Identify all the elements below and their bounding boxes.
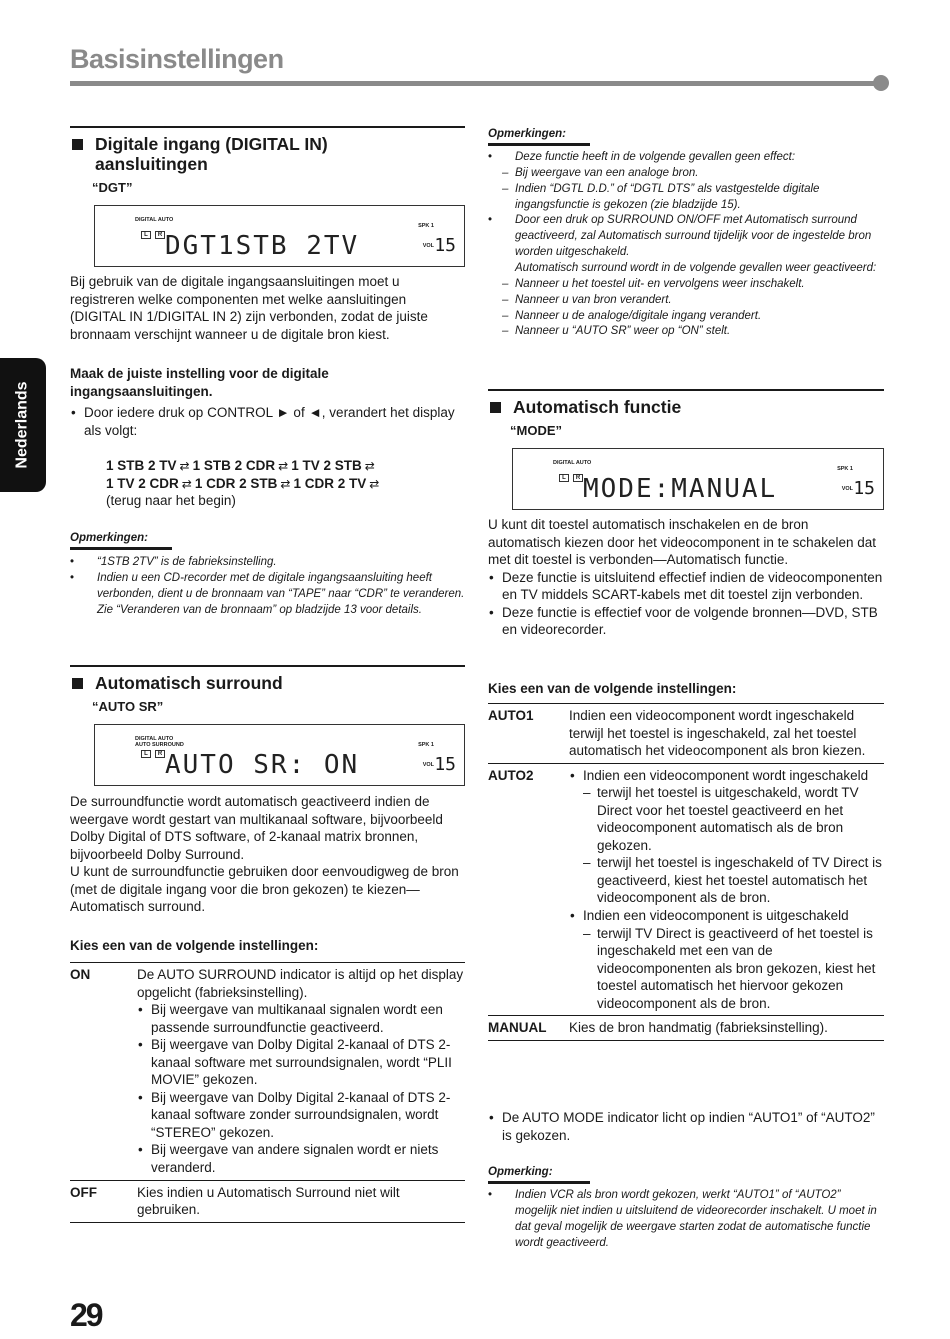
notes-digital-in	[70, 528, 465, 618]
table-row	[70, 1180, 465, 1222]
page-title: Basisinstellingen	[70, 44, 284, 74]
note-item: Zie “Veranderen van de bronnaam” op bladzijde 13 voor details.	[97, 603, 422, 616]
left-channel-icon: L	[559, 474, 569, 482]
table-row	[488, 1016, 884, 1041]
table-row	[70, 963, 465, 1181]
sequence-item: 1 TV 2 STB	[291, 458, 362, 473]
display-vol-label: VOL	[841, 486, 853, 493]
note-subitem: – Indien “DGTL D.D.” of “DGTL DTS” als vastgestelde digitale ingangsfunctie is gekozen (zie bladzijde 15).	[488, 182, 884, 214]
square-bullet-icon	[490, 402, 501, 413]
square-bullet-icon	[72, 678, 83, 689]
note-item: • Door een druk op SURROUND ON/OFF met Automatisch surround geactiveerd, zal Automatisch surround tijdelijk voor de ingestelde bron worden uitgeschakeld.	[488, 213, 884, 261]
paragraph: U kunt dit toestel automatisch inschakelen en de bron automatisch kiezen door het videocomponent in te schakelen dat met dit toestel is verbonden—Automatisch functie. • Deze functie is uitsluitend effectief indien de videocomponenten en TV middels SCART-kabels met dit toestel zijn verbonden. • Deze functie is effectief voor de volgende bronnen—DVD, STB en videorecorder.	[488, 516, 884, 639]
display-channel-indicators	[141, 750, 165, 758]
sequence-item: 1 CDR 2 TV	[293, 475, 367, 491]
display-speaker-indicator: SPK 1	[837, 466, 853, 473]
choose-heading: Kies een van de volgende instellingen:	[70, 938, 319, 953]
display-panel	[94, 724, 465, 786]
note-subitem: – Nanneer u de analoge/digitale ingang verandert.	[488, 309, 884, 325]
note-item: • Indien VCR als bron wordt gekozen, werkt “AUTO1” of “AUTO2” mogelijk niet indien u uitsluitend de videorecorder inschakelt. U moet in dat geval mogelijk de weergave starten zodat de automatische functie wordt geactiveerd.	[488, 1188, 884, 1251]
page-number: 29	[70, 1297, 102, 1333]
sequence-item: 1 STB 2 TV	[106, 458, 177, 473]
display-indicator: DIGITAL AUTO AUTO SURROUND	[135, 736, 184, 749]
section-heading	[488, 397, 884, 417]
display-indicator: DIGITAL AUTO	[135, 217, 174, 224]
setting-code: “DGT”	[92, 180, 133, 196]
option-desc: Indien een videocomponent wordt ingeschakeld terwijl het toestel is ingeschakeld, zal het toestel automatisch het videocomponent als bron kiezen.	[569, 708, 866, 759]
display-text: AUTO SR: ON	[165, 750, 360, 781]
heading-line: Digitale ingang (DIGITAL IN)	[95, 134, 328, 154]
section-heading	[70, 134, 465, 174]
bullet-item: • Indien een videocomponent wordt ingeschakeld	[569, 767, 884, 785]
sequence-item: 1 CDR 2 STB	[194, 475, 278, 491]
display-volume: 15	[853, 478, 875, 500]
section-digital-in	[70, 126, 465, 267]
sequence-back: (terug naar het begin)	[106, 493, 236, 509]
title-rule-dot	[873, 75, 889, 91]
right-channel-icon: R	[155, 750, 165, 758]
paragraph: De surroundfunctie wordt automatisch geactiveerd indien de weergave wordt gestart van multikanaal software, bijvoorbeeld Dolby Digital of DTS software, of 2-kanaal matrix bronnen, bijvoorbeeld Dolby Surround. U kunt de surroundfunctie gebruiken door eenvoudigweg de bron (met de digitale ingang voor die bron gekozen) te kiezen—Automatisch surround.	[70, 794, 459, 915]
setting-code: “AUTO SR”	[92, 699, 164, 715]
display-speaker-indicator: SPK 1	[418, 742, 434, 749]
swap-arrow-icon: ⇄	[181, 476, 192, 491]
note-subitem: – Bij weergave van een analoge bron.	[488, 166, 884, 182]
swap-arrow-icon: ⇄	[280, 476, 291, 491]
display-text: DGT1STB 2TV	[165, 231, 360, 262]
display-channel-indicators	[141, 231, 165, 239]
sub-item: – terwijl het toestel is uitgeschakeld, wordt TV Direct voor het toestel geactiveerd en het videocomponent automatisch als de bron gekozen.	[569, 784, 884, 854]
section-heading	[70, 673, 465, 693]
swap-arrow-icon: ⇄	[369, 476, 380, 491]
option-key: AUTO1	[488, 708, 534, 723]
note-auto-function	[488, 1162, 884, 1251]
display-vol-label: VOL	[422, 243, 434, 250]
square-bullet-icon	[72, 139, 83, 150]
left-channel-icon: L	[141, 750, 151, 758]
display-panel	[512, 448, 884, 510]
display-channel-indicators	[559, 474, 583, 482]
sequence-item: 1 TV 2 CDR	[106, 475, 179, 491]
bullet-item: • Indien een videocomponent is uitgeschakeld	[569, 907, 884, 925]
bullet-item: • Bij weergave van multikanaal signalen wordt een passende surroundfunctie geactiveerd.	[137, 1001, 465, 1036]
bullet-item: • Bij weergave van andere signalen wordt er niets veranderd.	[137, 1141, 465, 1176]
section-auto-surround	[70, 665, 465, 786]
display-indicator: DIGITAL AUTO	[553, 460, 592, 467]
options-table	[70, 962, 465, 1223]
table-row	[488, 763, 884, 1016]
display-panel	[94, 205, 465, 267]
note-subitem: – Nanneer u het toestel uit- en vervolgens weer inschakelt.	[488, 277, 884, 293]
display-text: MODE:MANUAL	[583, 474, 778, 505]
option-key: OFF	[70, 1184, 97, 1200]
left-channel-icon: L	[141, 231, 151, 239]
bullet-item: • Deze functie is uitsluitend effectief indien de videocomponenten en TV middels SCART-kabels met dit toestel zijn verbonden.	[488, 569, 884, 604]
display-volume: 15	[434, 235, 456, 257]
option-desc: Kies de bron handmatig (fabrieksinstelling).	[569, 1020, 828, 1036]
bullet-item: • Bij weergave van Dolby Digital 2-kanaal of DTS 2-kanaal software met surroundsignalen, wordt “PLII MOVIE” gekozen.	[137, 1036, 465, 1089]
notes-auto-surround	[488, 124, 884, 340]
note-item: • “1STB 2TV” is de fabrieksinstelling.	[70, 555, 465, 571]
paragraph: Bij gebruik van de digitale ingangsaansluitingen moet u registreren welke componenten met welke aansluitingen (DIGITAL IN 1/DIGITAL IN 2) zijn verbonden, zodat de juiste bronnaam verschijnt wanneer u de digitale bron kiest.	[70, 274, 428, 342]
option-desc	[569, 763, 884, 1016]
swap-arrow-icon: ⇄	[278, 459, 289, 473]
source-sequence	[106, 457, 466, 510]
note-continuation: Automatisch surround wordt in de volgende gevallen weer geactiveerd:	[515, 261, 877, 274]
table-row	[488, 704, 884, 764]
note-subitem: – Nanneer u van bron verandert.	[488, 293, 884, 309]
auto-surround-options	[70, 962, 465, 1223]
right-channel-icon: R	[155, 231, 165, 239]
option-key: MANUAL	[488, 1020, 547, 1036]
heading-line: aansluitingen	[95, 154, 208, 175]
swap-arrow-icon: ⇄	[179, 459, 190, 473]
choose-heading: Kies een van de volgende instellingen:	[488, 681, 737, 696]
side-tab-label: Nederlands	[13, 381, 31, 469]
note-subitem: – Nanneer u “AUTO SR” weer op “ON” stelt.	[488, 324, 884, 340]
option-desc: Kies indien u Automatisch Surround niet wilt gebruiken.	[137, 1184, 400, 1218]
heading-line: Automatisch functie	[513, 397, 682, 417]
sequence-item: 1 STB 2 CDR	[192, 458, 276, 473]
right-channel-icon: R	[573, 474, 583, 482]
bullet-item: • De AUTO MODE indicator licht op indien “AUTO1” of “AUTO2” is gekozen.	[488, 1109, 884, 1144]
heading-line: Automatisch surround	[95, 673, 283, 693]
right-column	[488, 0, 884, 1249]
notes-title: Opmerking:	[488, 1165, 590, 1184]
language-side-tab	[0, 358, 46, 492]
option-key: AUTO2	[488, 767, 534, 783]
bullet-item: • Bij weergave van Dolby Digital 2-kanaal of DTS 2-kanaal software zonder surroundsignalen, wordt “STEREO” gekozen.	[137, 1089, 465, 1142]
instruction-heading: Maak de juiste instelling voor de digitale ingangsaansluitingen.	[70, 366, 329, 399]
bullet-item: • Deze functie is effectief voor de volgende bronnen—DVD, STB en videorecorder.	[488, 604, 884, 639]
bullet-item: • Door iedere druk op CONTROL ► of ◄, verandert het display als volgt:	[70, 404, 465, 439]
option-key: ON	[70, 967, 91, 982]
swap-arrow-icon: ⇄	[364, 459, 375, 473]
display-volume: 15	[434, 754, 456, 776]
section-auto-function	[488, 389, 884, 510]
display-speaker-indicator: SPK 1	[418, 223, 434, 230]
display-vol-label: VOL	[422, 762, 434, 769]
auto-function-options	[488, 703, 884, 1041]
notes-title: Opmerkingen:	[488, 127, 590, 146]
option-desc: De AUTO SURROUND indicator is altijd op het display opgelicht (fabrieksinstelling). • Bij weergave van multikanaal signalen wordt een passende surroundfunctie geactiveerd. • Bij weergave van Dolby Digital 2-kanaal of DTS 2-kanaal software met surroundsignalen, wordt “PLII MOVIE” gekozen. • Bij weergave van Dolby Digital 2-kanaal of DTS 2-kanaal software zonder surroundsignalen, wordt “STEREO” gekozen. • Bij weergave van andere signalen wordt er niets veranderd.	[137, 963, 465, 1181]
title-rule	[70, 81, 880, 86]
note-item: • Indien u een CD-recorder met de digitale ingangsaansluiting heeft verbonden, dient u de bronnaam van “TAPE” naar “CDR” te veranderen.	[70, 571, 465, 603]
note-item: • Deze functie heeft in de volgende gevallen geen effect:	[488, 150, 884, 166]
options-table	[488, 703, 884, 1041]
notes-title: Opmerkingen:	[70, 531, 172, 550]
sub-item: – terwijl TV Direct is geactiveerd of het toestel is ingeschakeld met een van de videocomponenten als bron gekozen, kiest het toestel automatisch het hiervoor gekozen videocomponent als de bron.	[569, 925, 884, 1013]
sub-item: – terwijl het toestel is ingeschakeld of TV Direct is geactiveerd, kiest het toestel automatisch het videocomponent als de bron.	[569, 854, 884, 907]
setting-code: “MODE”	[510, 423, 562, 439]
